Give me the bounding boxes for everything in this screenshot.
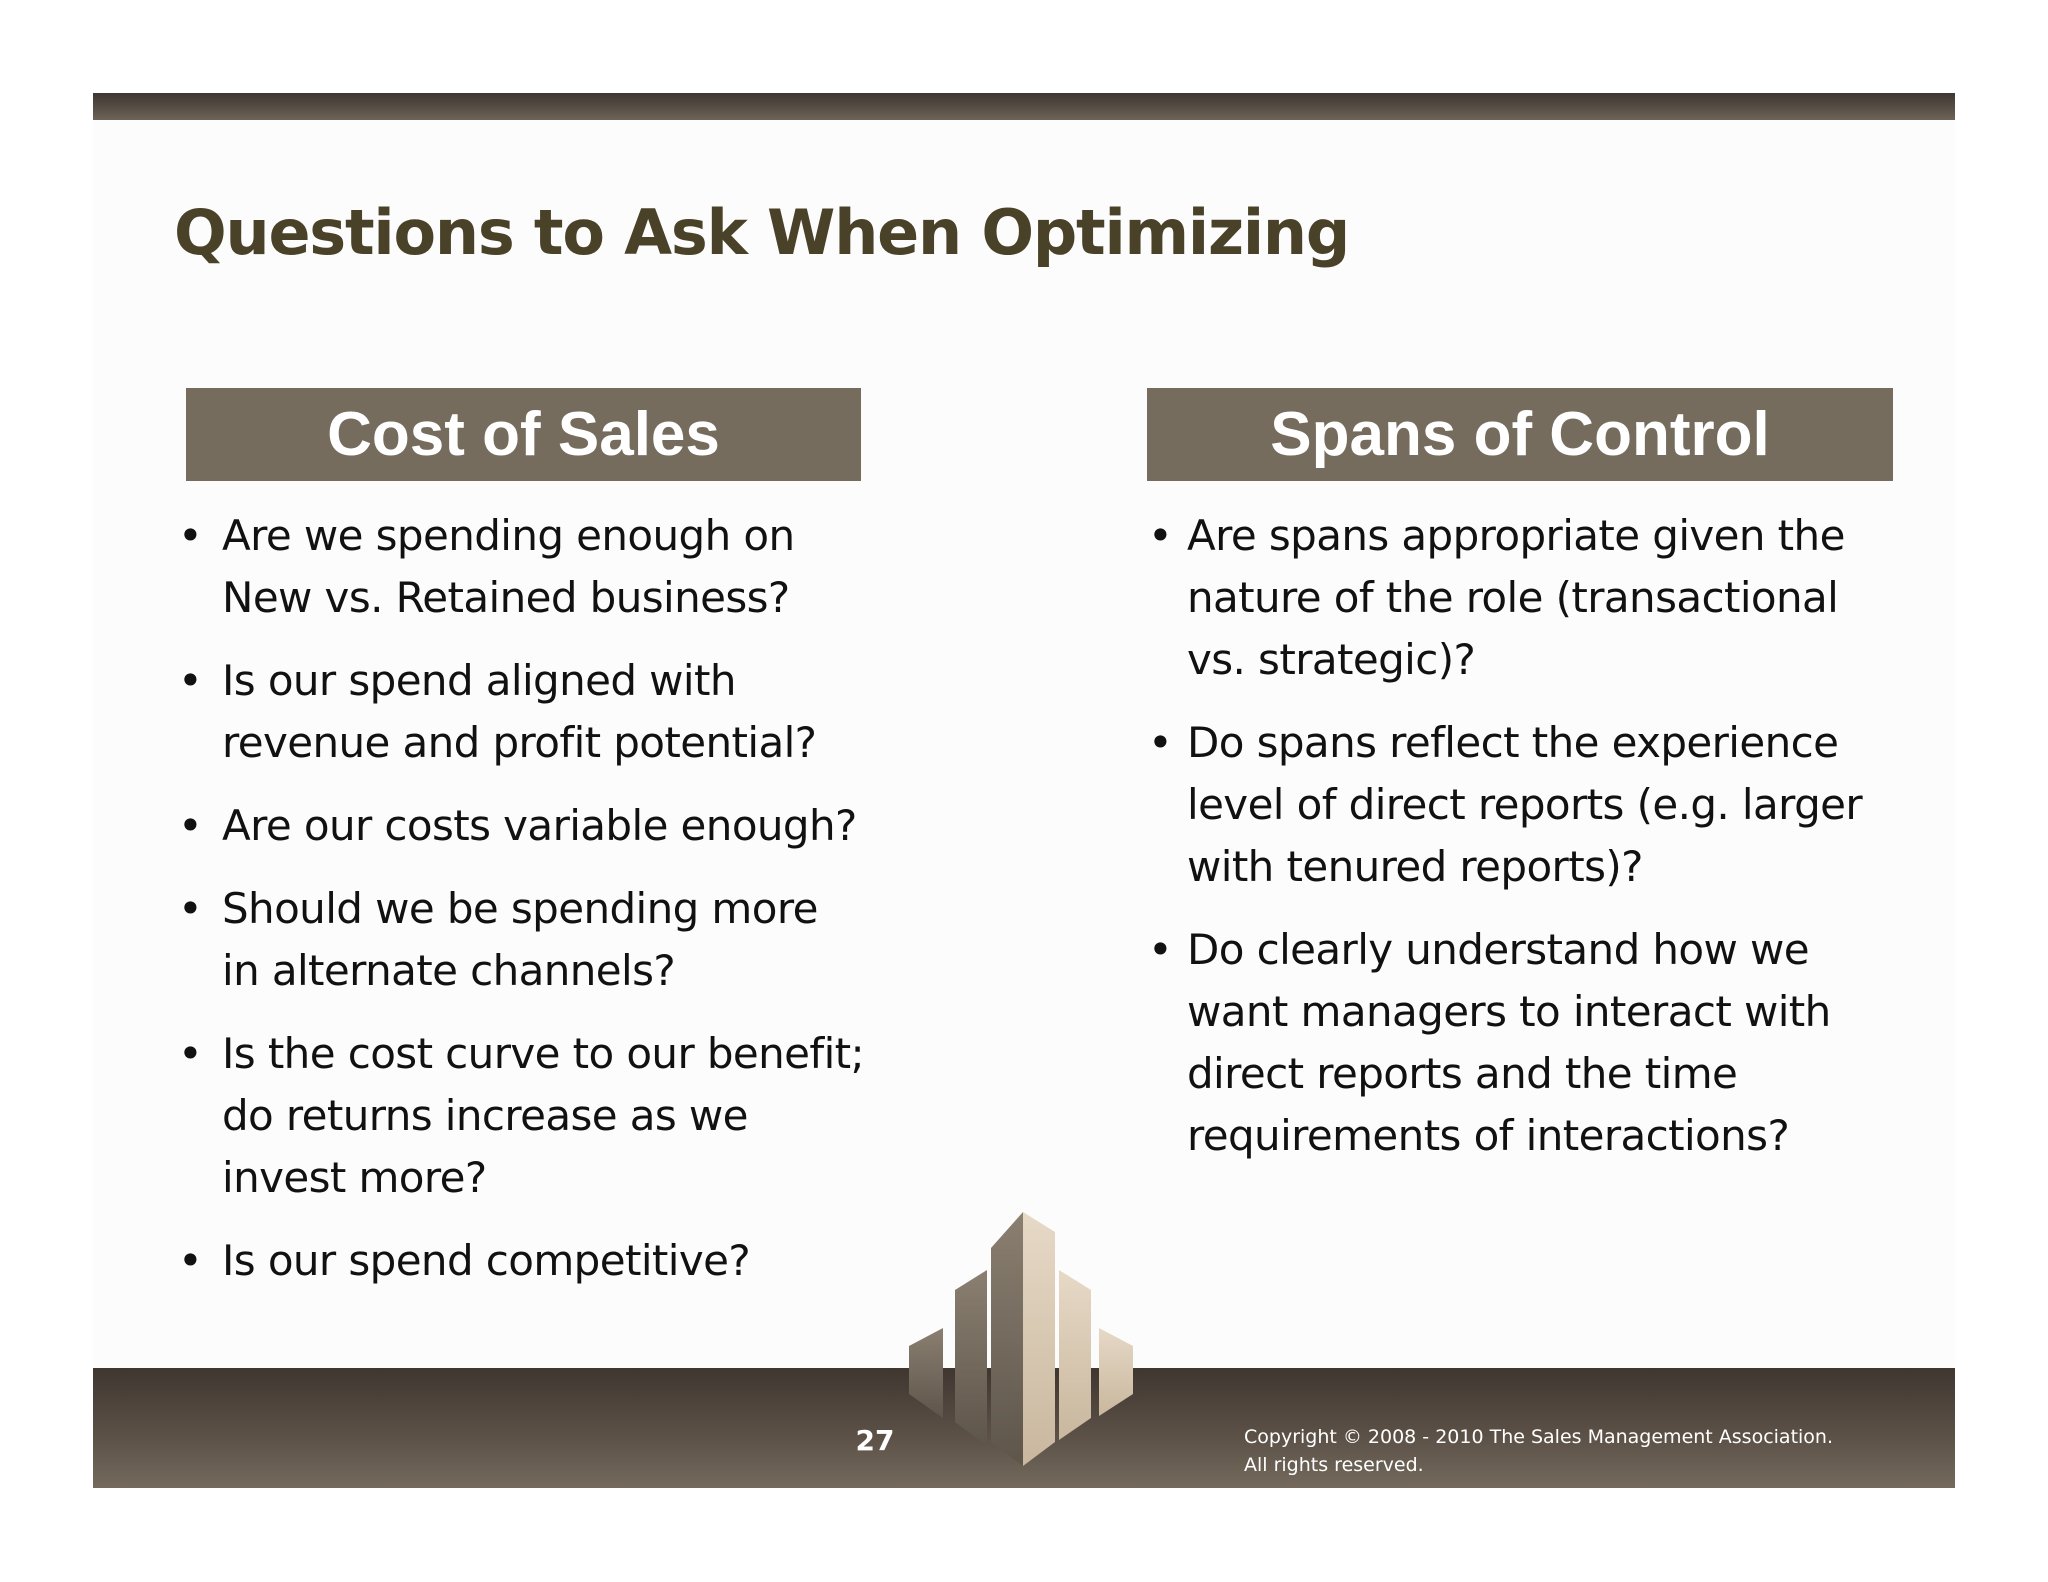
bullet-icon: • — [1148, 511, 1173, 560]
cost-of-sales-list — [170, 505, 910, 1313]
list-item — [170, 1023, 910, 1209]
list-item — [1148, 712, 1938, 898]
bullet-icon: • — [178, 884, 203, 933]
spans-of-control-list — [1148, 505, 1938, 1188]
list-item — [170, 878, 910, 1002]
bullet-icon: • — [178, 801, 203, 850]
spans-of-control-header: Spans of Control — [1147, 388, 1893, 481]
list-item-text: Is our spend competitive? — [222, 1236, 751, 1285]
list-item — [170, 795, 910, 857]
slide-title: Questions to Ask When Optimizing — [174, 196, 1350, 269]
logo-tower-3-dark — [991, 1212, 1023, 1466]
bullet-icon: • — [178, 656, 203, 705]
logo-tower-4 — [1059, 1270, 1091, 1440]
bullet-icon: • — [1148, 925, 1173, 974]
copyright-line-1: Copyright © 2008 - 2010 The Sales Management Association. — [1244, 1426, 1834, 1448]
list-item-text: Should we be spending more in alternate channels? — [222, 884, 818, 995]
logo-tower-2 — [955, 1270, 987, 1446]
list-item — [170, 505, 910, 629]
list-item — [1148, 505, 1938, 691]
bullet-icon: • — [1148, 718, 1173, 767]
list-item — [170, 1230, 910, 1292]
list-item-text: Is our spend aligned with revenue and profit potential? — [222, 656, 817, 767]
cost-of-sales-header: Cost of Sales — [186, 388, 861, 481]
page-number: 27 — [855, 1424, 895, 1457]
bullet-icon: • — [178, 1029, 203, 1078]
copyright-line-2: All rights reserved. — [1244, 1454, 1424, 1476]
list-item — [170, 650, 910, 774]
bullet-icon: • — [178, 511, 203, 560]
logo-tower-5 — [1099, 1328, 1133, 1416]
copyright-notice — [1244, 1423, 1833, 1479]
building-towers-logo-icon — [905, 1208, 1135, 1468]
list-item-text: Are we spending enough on New vs. Retained business? — [222, 511, 795, 622]
bullet-icon: • — [178, 1236, 203, 1285]
list-item-text: Is the cost curve to our benefit; do returns increase as we invest more? — [222, 1029, 865, 1202]
list-item-text: Are our costs variable enough? — [222, 801, 857, 850]
list-item-text: Do clearly understand how we want managers to interact with direct reports and the time requirements of interactions? — [1187, 925, 1831, 1160]
list-item — [1148, 919, 1938, 1167]
logo-tower-1 — [909, 1328, 943, 1418]
list-item-text: Do spans reflect the experience level of direct reports (e.g. larger with tenured reports)? — [1187, 718, 1863, 891]
logo-tower-3-light — [1023, 1212, 1055, 1466]
list-item-text: Are spans appropriate given the nature of the role (transactional vs. strategic)? — [1187, 511, 1845, 684]
top-decorative-bar — [93, 93, 1955, 120]
